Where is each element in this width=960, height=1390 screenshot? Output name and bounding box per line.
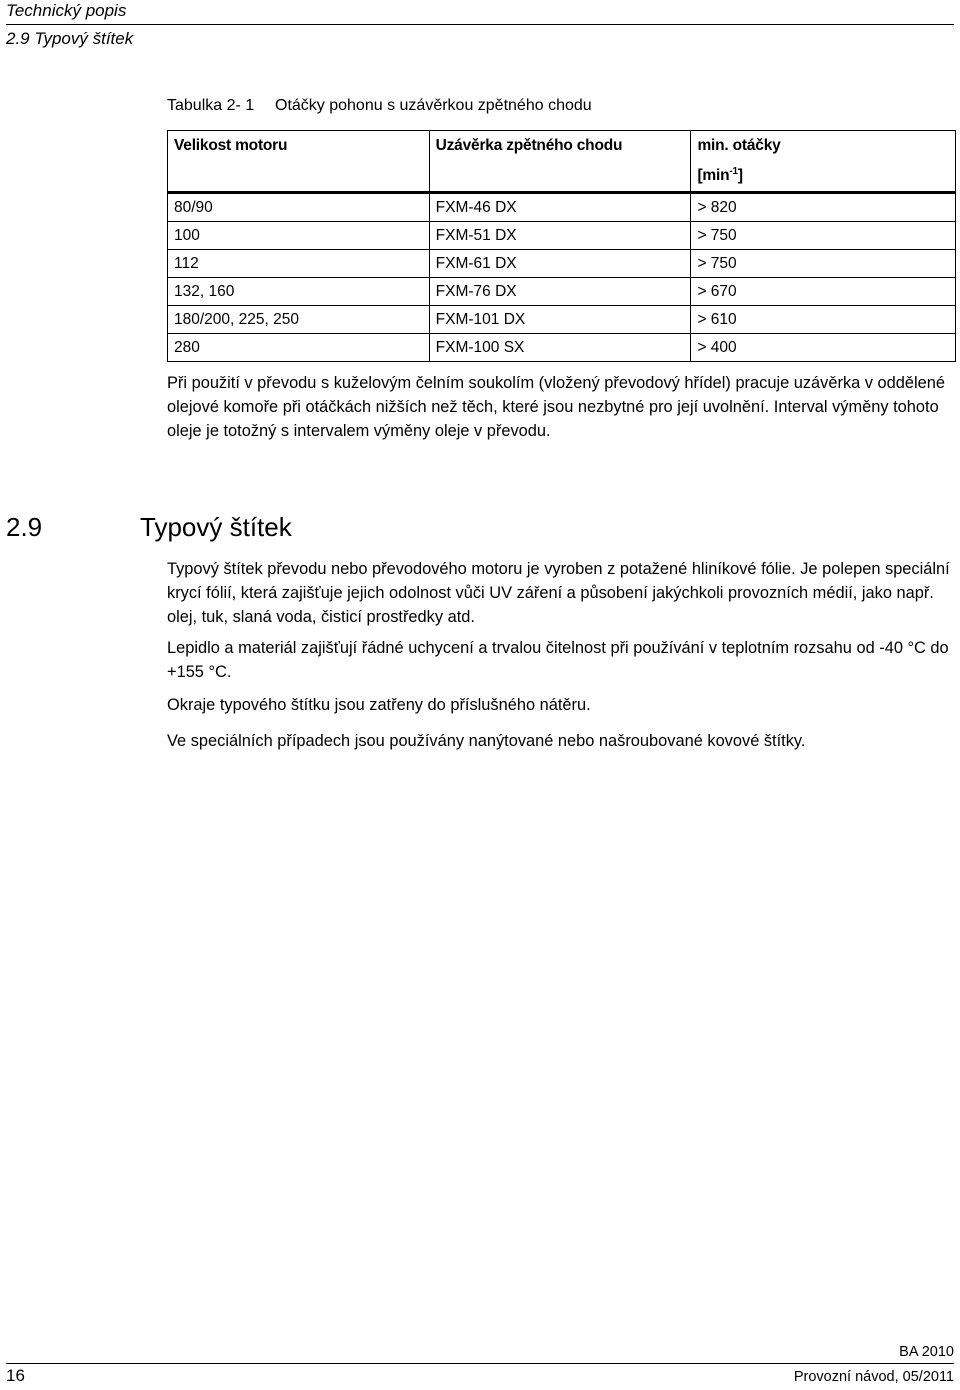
cell-motor-size: 80/90: [168, 193, 430, 222]
table-row: [168, 250, 956, 278]
cell-backstop: FXM-61 DX: [429, 250, 691, 278]
paragraph-adhesive: Lepidlo a materiál zajišťují řádné uchycení a trvalou čitelnost při používání v teplotním rozsahu od -40 °C do +155 °C.: [167, 639, 949, 681]
header-subtitle: 2.9 Typový štítek: [6, 29, 134, 48]
section-title: Typový štítek: [140, 512, 292, 542]
cell-motor-size: 180/200, 225, 250: [168, 306, 430, 334]
paragraph-special: Ve speciálních případech jsou používány nanýtované nebo našroubované kovové štítky.: [167, 732, 806, 750]
paragraph-foil: Typový štítek převodu nebo převodového motoru je vyroben z potažené hliníkové fólie. Je polepen speciální krycí fólií, která zajišťuje jejich odolnost vůči UV záření a působení jakýchkoli provozních médií, jako např. olej, tuk, slaná voda, čisticí prostředky atd.: [167, 560, 950, 626]
header-divider: [6, 24, 954, 25]
cell-min-speed: > 820: [691, 193, 956, 222]
section-heading: [6, 512, 292, 543]
table-caption-number: Tabulka 2- 1: [167, 97, 255, 114]
table-row: [168, 306, 956, 334]
cell-motor-size: 280: [168, 334, 430, 362]
header-min-speed: min. otáčky: [691, 131, 956, 162]
cell-motor-size: 132, 160: [168, 278, 430, 306]
cell-backstop: FXM-51 DX: [429, 222, 691, 250]
cell-backstop: FXM-100 SX: [429, 334, 691, 362]
footer-doc-code: BA 2010: [899, 1344, 954, 1360]
header-unit: $[\min^{-1}]$: [691, 161, 956, 193]
header-backstop: Uzávěrka zpětného chodu: [429, 131, 691, 162]
cell-backstop: FXM-46 DX: [429, 193, 691, 222]
cell-motor-size: 100: [168, 222, 430, 250]
cell-min-speed: > 610: [691, 306, 956, 334]
table-row: [168, 222, 956, 250]
page-number: 16: [6, 1366, 25, 1385]
footer-divider: [6, 1363, 954, 1364]
table-unit-row: [168, 161, 956, 193]
table-row: [168, 278, 956, 306]
footer-doc-title: Provozní návod, 05/2011: [793, 1369, 954, 1385]
cell-min-speed: > 750: [691, 222, 956, 250]
section-number: 2.9: [6, 512, 43, 542]
note-paragraph: Při použití v převodu s kuželovým čelním soukolím (vložený převodový hřídel) pracuje uzávěrka v oddělené olejové komoře při otáčkách nižších než těch, které jsou nezbytné pro její uvolnění. Interval výměny tohoto oleje je totožný s intervalem výměny oleje v převodu.: [167, 374, 946, 440]
cell-backstop: FXM-76 DX: [429, 278, 691, 306]
cell-min-speed: > 400: [691, 334, 956, 362]
cell-motor-size: 112: [168, 250, 430, 278]
paragraph-edges: Okraje typového štítku jsou zatřeny do příslušného nátěru.: [167, 696, 591, 714]
table-header-row: [168, 131, 956, 162]
cell-min-speed: > 750: [691, 250, 956, 278]
table-row: [168, 193, 956, 222]
cell-backstop: FXM-101 DX: [429, 306, 691, 334]
header-title: Technický popis: [6, 1, 127, 20]
header-motor-size: Velikost motoru: [168, 131, 430, 162]
table-caption: [167, 97, 592, 115]
table-caption-text: Otáčky pohonu s uzávěrkou zpětného chodu: [275, 97, 592, 114]
cell-min-speed: > 670: [691, 278, 956, 306]
table-row: [168, 334, 956, 362]
speed-table: [167, 130, 956, 362]
